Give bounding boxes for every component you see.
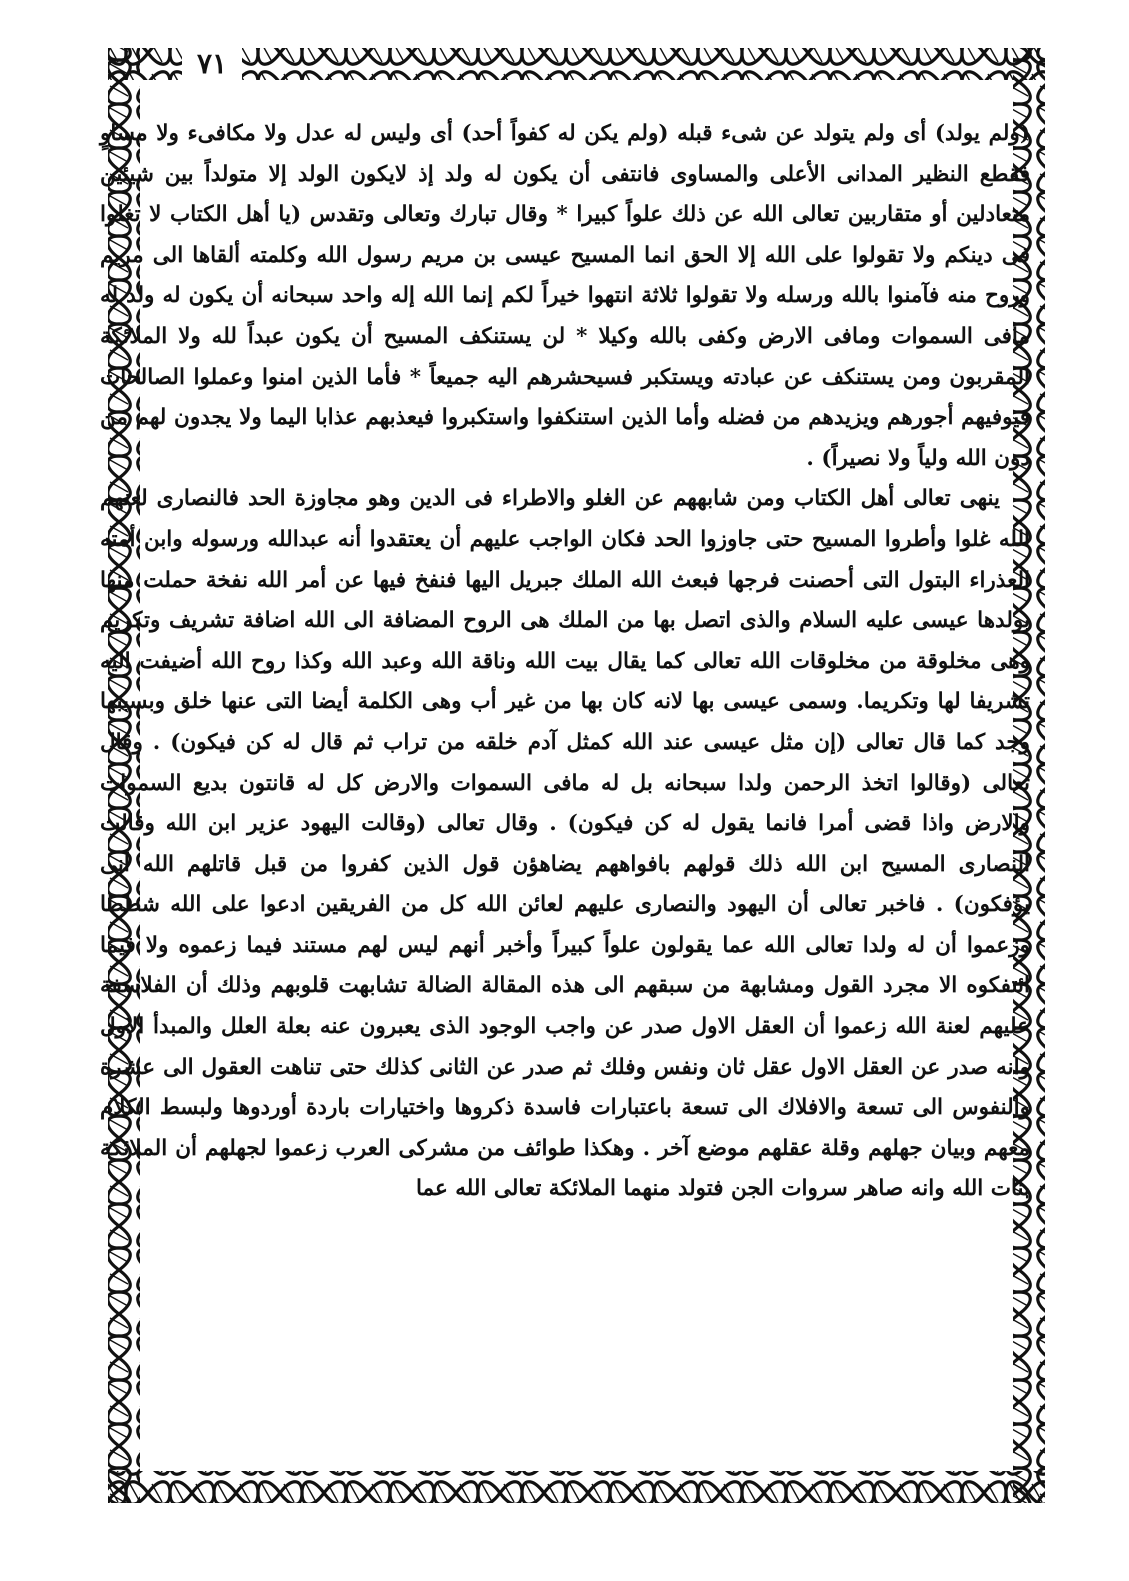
paragraph-1: (ولم يولد) أى ولم يتولد عن شىء قبله (ولم يكن له كفواً أحد) أى وليس له عدل ولا مكافىء ولا مساوٍ فقطع النظير المدانى الأعلى والمساوى فانتفى أن يكون له ولد إذ لايكون الولد إلا متولداً بين شيئين متعادلين أو متقاربين تعالى الله عن ذلك علواً كبيرا * وقال تبارك وتعالى وتقدس (يا أهل الكتاب لا تغلوا فى دينكم ولا تقولوا على الله إلا الحق انما المسيح عيسى بن مريم رسول الله وكلمته ألقاها الى مريم وروح منه فآمنوا بالله ورسله ولا تقولوا ثلاثة انتهوا خيراً لكم إنما الله إله واحد سبحانه أن يكون له ولد له مافى السموات ومافى الارض وكفى بالله وكيلا * لن يستنكف المسيح أن يكون عبداً لله ولا الملائكة المقربون ومن يستنكف عن عبادته ويستكبر فسيحشرهم اليه جميعاً * فأما الذين امنوا وعملوا الصالحات فيوفيهم أجورهم ويزيدهم من فضله وأما الذين استنكفوا واستكبروا فيعذبهم عذابا اليما ولا يجدون لهم من دون الله ولياً ولا نصيراً) . <box>100 121 1030 471</box>
paragraph-2: ينهى تعالى أهل الكتاب ومن شابههم عن الغلو والاطراء فى الدين وهو مجاوزة الحد فالنصارى لعنهم الله غلوا وأطروا المسيح حتى جاوزوا الحد فكان الواجب عليهم أن يعتقدوا أنه عبدالله ورسوله وابن أمته العذراء البتول التى أحصنت فرجها فبعث الله الملك جبريل اليها فنفخ فيها عن أمر الله نفخة حملت منها بولدها عيسى عليه السلام والذى اتصل بها من الملك هى الروح المضافة الى الله اضافة تشريف وتكريم وهى مخلوقة من مخلوقات الله تعالى كما يقال بيت الله وناقة الله وعبد الله وكذا روح الله أضيفت اليه تشريفا لها وتكريما. وسمى عيسى بها لانه كان بها من غير أب وهى الكلمة أيضا التى عنها خلق وبسببها وجد كما قال تعالى (إن مثل عيسى عند الله كمثل آدم خلقه من تراب ثم قال له كن فيكون) . وقال تعالى (وقالوا اتخذ الرحمن ولدا سبحانه بل له مافى السموات والارض كل له قانتون بديع السموات والارض واذا قضى أمرا فانما يقول له كن فيكون) . وقال تعالى (وقالت اليهود عزير ابن الله وقالت النصارى المسيح ابن الله ذلك قولهم بافواههم يضاهؤن قول الذين كفروا من قبل قاتلهم الله أنى يؤفكون) . فاخبر تعالى أن اليهود والنصارى عليهم لعائن الله كل من الفريقين ادعوا على الله شططا وزعموا أن له ولدا تعالى الله عما يقولون علواً كبيراً وأخبر أنهم ليس لهم مستند فيما زعموه ولا فيما ائتفكوه الا مجرد القول ومشابهة من سبقهم الى هذه المقالة الضالة تشابهت قلوبهم وذلك أن الفلاسفة عليهم لعنة الله زعموا أن العقل الاول صدر عن واجب الوجود الذى يعبرون عنه بعلة العلل والمبدأ الاول وانه صدر عن العقل الاول عقل ثان ونفس وفلك ثم صدر عن الثانى كذلك حتى تناهت العقول الى عشرة والنفوس الى تسعة والافلاك الى تسعة باعتبارات فاسدة ذكروها واختيارات باردة أوردوها ولبسط الكلام معهم وبيان جهلهم وقلة عقلهم موضع آخر . وهكذا طوائف من مشركى العرب زعموا لجهلهم أن الملائكة بنات الله وانه صاهر سروات الجن فتولد منهما الملائكة تعالى الله عما <box>100 486 1030 1202</box>
page-number: ٧١ <box>182 44 242 84</box>
page-body <box>100 114 1030 1494</box>
